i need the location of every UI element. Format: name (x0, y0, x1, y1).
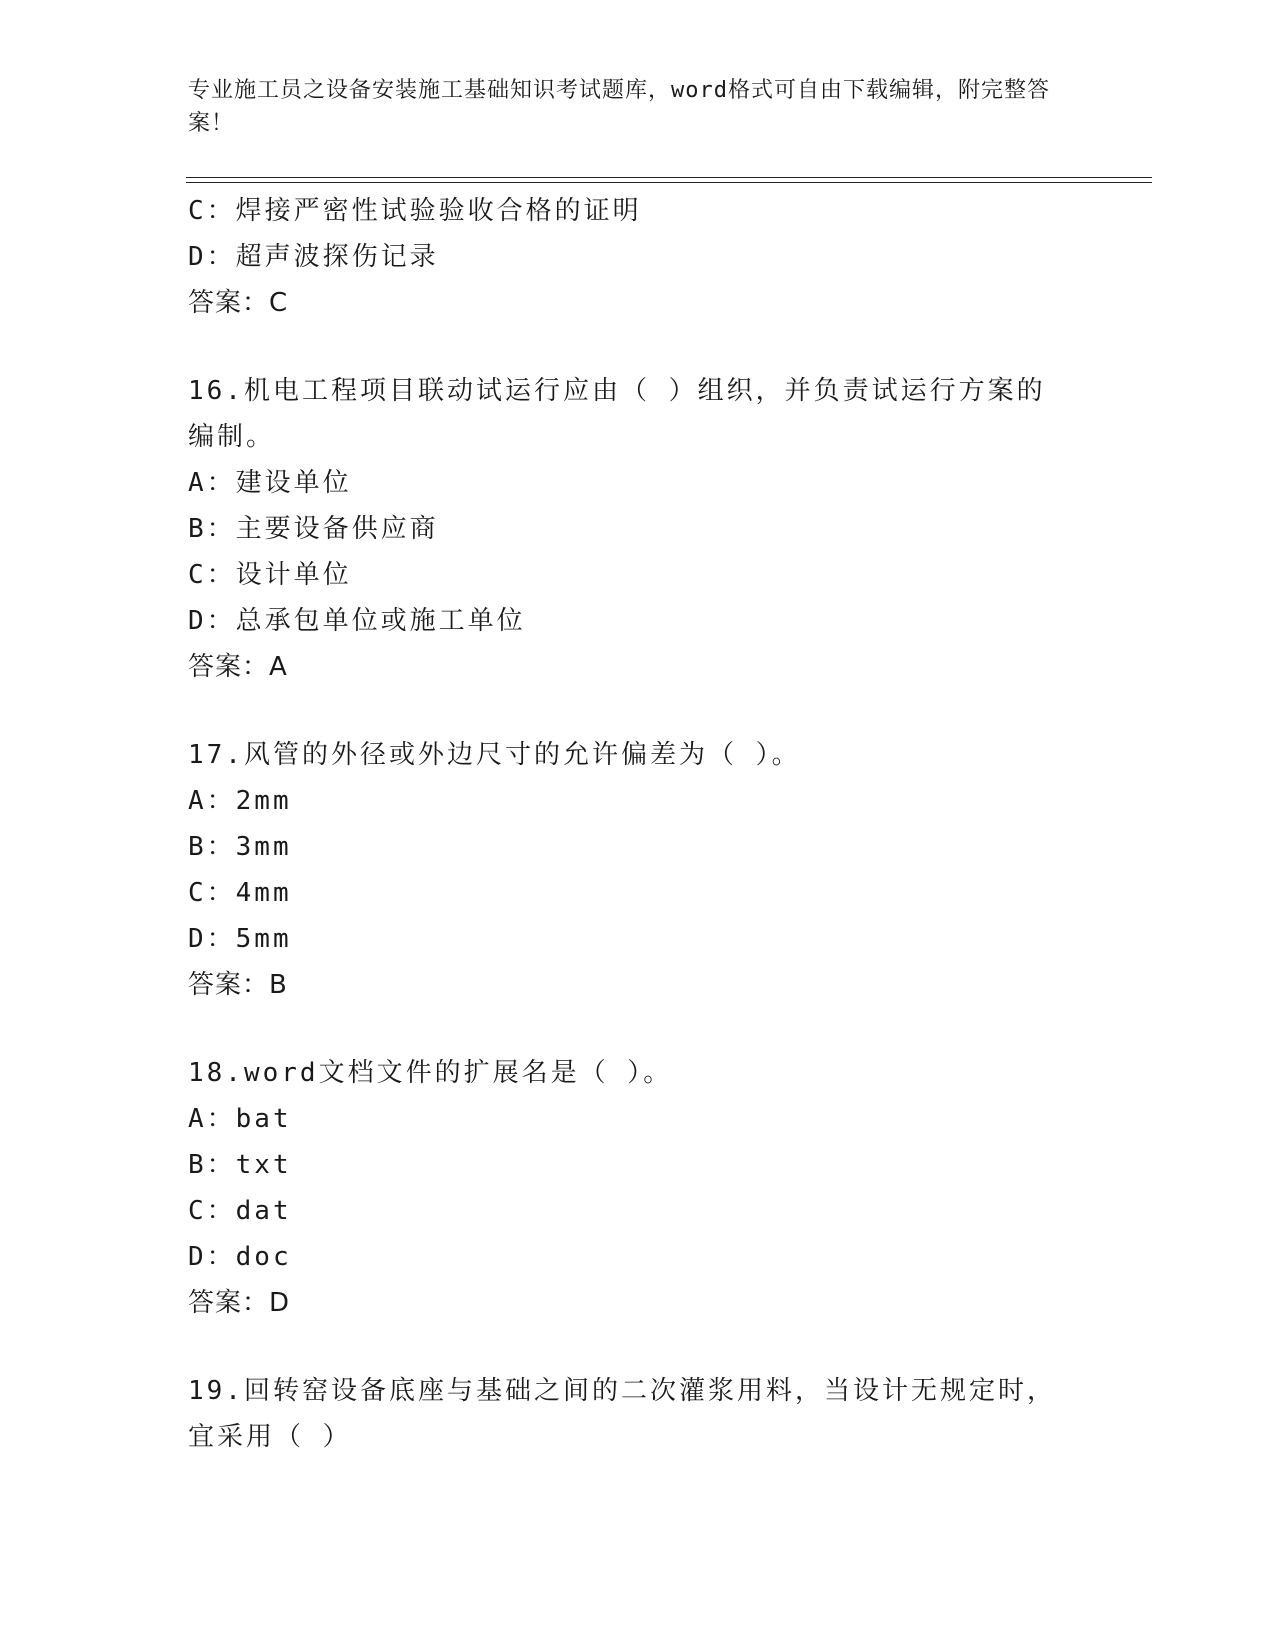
option-d: D：5mm (188, 924, 292, 954)
answer-line: 答案：D (188, 1288, 291, 1318)
question-17 (188, 732, 1088, 1008)
document-header: 专业施工员之设备安装施工基础知识考试题库，word格式可自由下载编辑，附完整答案！ (188, 78, 1050, 136)
option-a: A：2mm (188, 786, 292, 816)
question-19 (188, 1368, 1088, 1460)
option-c: C：4mm (188, 878, 292, 908)
question-content (188, 188, 1088, 1460)
option-a: A：bat (188, 1104, 292, 1134)
question-text: 18.word文档文件的扩展名是（ ）。 (188, 1058, 673, 1088)
option-d: D：doc (188, 1242, 292, 1272)
option-c: C：dat (188, 1196, 292, 1226)
option-a: A：建设单位 (188, 468, 352, 498)
question-text: 19.回转窑设备底座与基础之间的二次灌浆用料，当设计无规定时，宜采用（ ） (188, 1376, 1056, 1452)
option-c: C：焊接严密性试验验收合格的证明 (188, 196, 642, 226)
question-18 (188, 1050, 1088, 1326)
header-rule-top (186, 177, 1152, 178)
option-d: D：超声波探伤记录 (188, 242, 439, 272)
carryover-question (188, 188, 1088, 326)
question-16 (188, 368, 1088, 690)
question-text: 17.风管的外径或外边尺寸的允许偏差为（ ）。 (188, 740, 801, 770)
answer-line: 答案：A (188, 652, 288, 682)
option-b: B：主要设备供应商 (188, 514, 439, 544)
option-b: B：3mm (188, 832, 292, 862)
question-text: 16.机电工程项目联动试运行应由（ ）组织，并负责试运行方案的编制。 (188, 376, 1046, 452)
answer-line: 答案：B (188, 970, 288, 1000)
option-b: B：txt (188, 1150, 292, 1180)
option-c: C：设计单位 (188, 560, 352, 590)
answer-line: 答案：C (188, 288, 289, 318)
header-rule-bottom (186, 182, 1152, 183)
option-d: D：总承包单位或施工单位 (188, 606, 526, 636)
